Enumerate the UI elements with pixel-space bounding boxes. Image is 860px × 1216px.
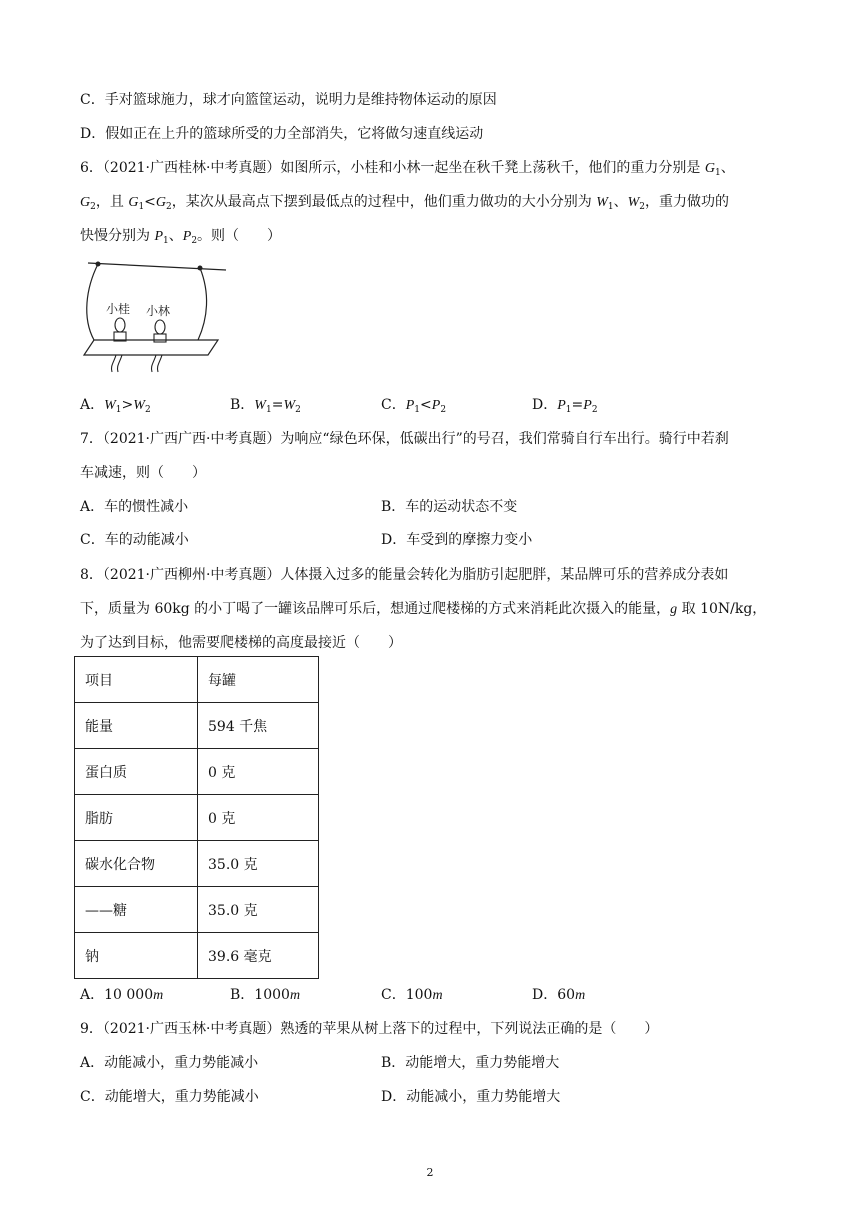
q6-option-d: D．$P_1=P_2$ — [532, 397, 598, 415]
table-cell: 蛋白质 — [75, 749, 198, 795]
table-cell: 0 克 — [198, 795, 319, 841]
q8-stem-line3: 为了达到目标，他需要爬楼梯的高度最接近（ ） — [80, 635, 402, 651]
table-cell: 39.6 毫克 — [198, 933, 319, 979]
q5-option-d: D．假如正在上升的篮球所受的力全部消失，它将做匀速直线运动 — [80, 126, 484, 142]
q6-option-c: C．$P_1<P_2$ — [381, 397, 447, 415]
table-cell: ——糖 — [75, 887, 198, 933]
table-row — [75, 795, 319, 841]
table-cell: 0 克 — [198, 749, 319, 795]
q8-option-a: A．10 000m — [80, 987, 164, 1003]
q6-option-a: A．$W_1>W_2$ — [80, 397, 151, 415]
q8-stem-line2: 下，质量为 60kg 的小丁喝了一罐该品牌可乐后，想通过爬楼梯的方式来消耗此次摄入的能量，g 取 10N/kg， — [80, 601, 767, 617]
table-row — [75, 887, 319, 933]
label-xiaolin: 小林 — [146, 304, 171, 318]
label-xiaogui: 小桂 — [106, 302, 131, 316]
swing-seat — [84, 340, 218, 355]
table-cell: 35.0 克 — [198, 887, 319, 933]
q7-option-a: A．车的惯性减小 — [80, 499, 189, 515]
q5-option-c: C．手对篮球施力，球才向篮筐运动，说明力是维持物体运动的原因 — [80, 92, 497, 108]
q9-stem-line1: 9．（2021·广西玉林·中考真题）熟透的苹果从树上落下的过程中，下列说法正确的是（ ） — [80, 1021, 659, 1037]
table-cell: 碳水化合物 — [75, 841, 198, 887]
swing-figure — [80, 258, 230, 378]
table-cell: 项目 — [75, 657, 198, 703]
q6-stem-line3: 快慢分别为 $P_1$、$P_2$。则（ ） — [80, 228, 282, 246]
table-row — [75, 657, 319, 703]
q8-option-d: D．60m — [532, 987, 586, 1003]
q9-option-b: B．动能增大，重力势能增大 — [381, 1055, 560, 1071]
q8-option-c: C．100m — [381, 987, 443, 1003]
q6-option-b: B．$W_1=W_2$ — [230, 397, 301, 415]
left-rope — [87, 264, 98, 340]
person-left — [111, 318, 126, 372]
table-cell: 35.0 克 — [198, 841, 319, 887]
q7-option-d: D．车受到的摩擦力变小 — [381, 532, 533, 548]
table-cell: 每罐 — [198, 657, 319, 703]
q7-option-b: B．车的运动状态不变 — [381, 499, 518, 515]
swing-beam — [88, 263, 226, 270]
q6-stem-line2: $G_2$，且 $G_1<G_2$，某次从最高点下摆到最低点的过程中，他们重力做功的大小分别为 $W_1$、$W_2$，重力做功的 — [80, 194, 730, 212]
q8-option-b: B．1000m — [230, 987, 301, 1003]
table-cell: 脂肪 — [75, 795, 198, 841]
q9-option-d: D．动能减小，重力势能增大 — [381, 1089, 561, 1105]
nutrition-table — [74, 656, 319, 979]
table-cell: 钠 — [75, 933, 198, 979]
table-row — [75, 841, 319, 887]
table-cell: 能量 — [75, 703, 198, 749]
q7-option-c: C．车的动能减小 — [80, 532, 189, 548]
q6-stem-line1: 6．（2021·广西桂林·中考真题）如图所示，小桂和小林一起坐在秋千凳上荡秋千，他们的重力分别是 $G_1$、 — [80, 160, 735, 178]
page-number: 2 — [426, 1166, 434, 1179]
table-row — [75, 933, 319, 979]
table-cell: 594 千焦 — [198, 703, 319, 749]
q7-stem-line2: 车减速，则（ ） — [80, 465, 206, 481]
table-row — [75, 703, 319, 749]
table-row — [75, 749, 319, 795]
right-rope — [198, 268, 207, 340]
person-right — [151, 320, 166, 372]
q8-stem-line1: 8．（2021·广西柳州·中考真题）人体摄入过多的能量会转化为脂肪引起肥胖，某品牌可乐的营养成分表如 — [80, 567, 729, 583]
q7-stem-line1: 7．（2021·广西广西·中考真题）为响应“绿色环保，低碳出行”的号召，我们常骑自行车出行。骑行中若刹 — [80, 431, 729, 447]
q9-option-a: A．动能减小，重力势能减小 — [80, 1055, 259, 1071]
q9-option-c: C．动能增大，重力势能减小 — [80, 1089, 259, 1105]
